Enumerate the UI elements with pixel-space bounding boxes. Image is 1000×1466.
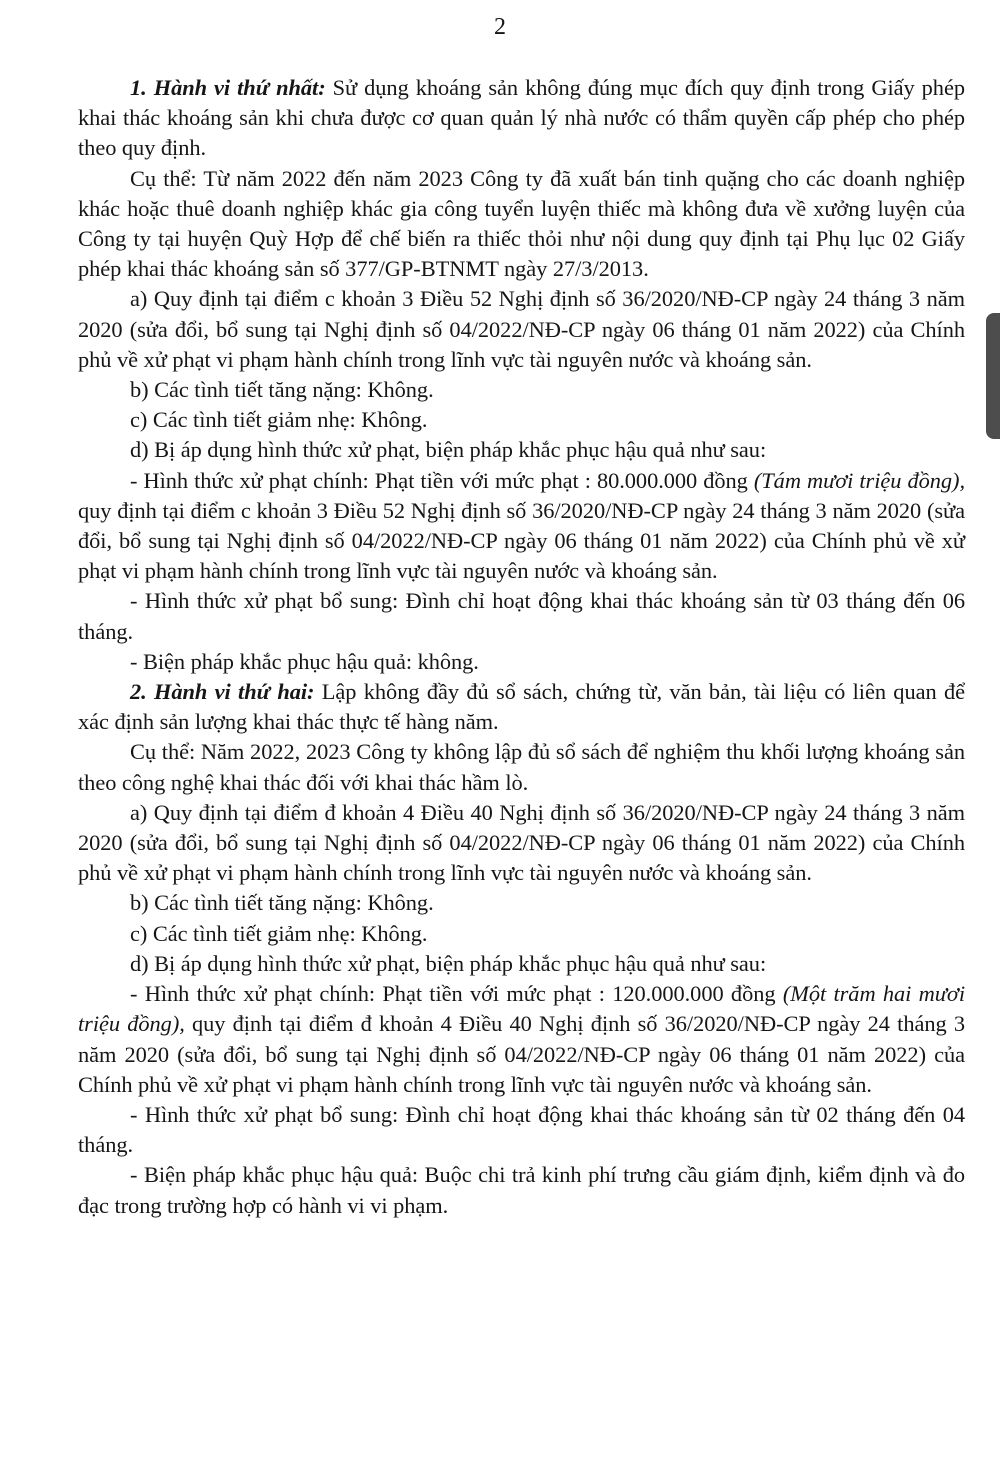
section2-penalty-extra: - Hình thức xử phạt bổ sung: Đình chỉ hoạt động khai thác khoáng sản từ 02 tháng đến 04 tháng.	[78, 1101, 965, 1158]
section1-penalty-main	[78, 466, 965, 587]
section2-detail: Cụ thể: Năm 2022, 2023 Công ty không lập đủ sổ sách để nghiệm thu khối lượng khoáng sản theo công nghệ khai thác đối với khai thác hầm lò.	[78, 739, 965, 795]
section1-penalty-main-suffix: quy định tại điểm c khoản 3 Điều 52 Nghị định số 36/2020/NĐ-CP ngày 24 tháng 3 năm 2020 (sửa đổi, bổ sung tại Nghị định số 04/2022/NĐ-CP ngày 06 tháng 01 năm 2022) của Chính phủ về xử phạt vi phạm hành chính trong lĩnh vực tài nguyên nước và khoáng sản.	[78, 497, 965, 584]
section2-heading: 2. Hành vi thứ hai:	[130, 679, 315, 705]
section2-penalty-main-suffix: quy định tại điểm đ khoản 4 Điều 40 Nghị định số 36/2020/NĐ-CP ngày 24 tháng 3 năm 2020 (sửa đổi, bổ sung tại Nghị định số 04/2022/NĐ-CP ngày 06 tháng 01 năm 2022) của Chính phủ về xử phạt vi phạm hành chính trong lĩnh vực tài nguyên nước và khoáng sản.	[78, 1011, 965, 1097]
section2-penalty-main-prefix: - Hình thức xử phạt chính: Phạt tiền với mức phạt : 120.000.000 đồng	[130, 981, 783, 1007]
section2-remedy: - Biện pháp khắc phục hậu quả: Buộc chi trả kinh phí trưng cầu giám định, kiểm định và đo đạc trong trường hợp có hành vi vi phạm.	[78, 1162, 965, 1218]
document-body	[78, 73, 965, 1221]
section2-item-d: d) Bị áp dụng hình thức xử phạt, biện pháp khắc phục hậu quả như sau:	[130, 950, 767, 976]
section2-penalty-main	[78, 979, 965, 1100]
section2-heading-text: Lập không đầy đủ sổ sách, chứng từ, văn bản, tài liệu có liên quan để xác định sản lượng khai thác thực tế hàng năm.	[78, 679, 965, 735]
section1-item-d: d) Bị áp dụng hình thức xử phạt, biện pháp khắc phục hậu quả như sau:	[130, 437, 767, 463]
section2-penalty-main-words: (Một trăm hai mươi triệu đồng),	[78, 981, 966, 1037]
section1-detail: Cụ thể: Từ năm 2022 đến năm 2023 Công ty đã xuất bán tinh quặng cho các doanh nghiệp khác hoặc thuê doanh nghiệp khác gia công tuyển luyện thiếc mà không đưa về xưởng luyện của Công ty tại huyện Quỳ Hợp để chế biến ra thiếc thỏi như nội dung quy định tại Phụ lục 02 Giấy phép khai thác khoáng sản số 377/GP-BTNMT ngày 27/3/2013.	[78, 165, 965, 282]
section1-penalty-extra: - Hình thức xử phạt bổ sung: Đình chỉ hoạt động khai thác khoáng sản từ 03 tháng đến 06 tháng.	[78, 588, 965, 644]
section2-item-c: c) Các tình tiết giảm nhẹ: Không.	[130, 920, 428, 946]
section1-item-c: c) Các tình tiết giảm nhẹ: Không.	[130, 407, 428, 433]
page-number: 2	[494, 14, 506, 40]
section2-heading-paragraph	[78, 677, 965, 737]
section2-item-a: a) Quy định tại điểm đ khoản 4 Điều 40 Nghị định số 36/2020/NĐ-CP ngày 24 tháng 3 năm 2020 (sửa đổi, bổ sung tại Nghị định số 04/2022/NĐ-CP ngày 06 tháng 01 năm 2022) của Chính phủ về xử phạt vi phạm hành chính trong lĩnh vực tài nguyên nước và khoáng sản.	[78, 799, 965, 886]
section1-heading-paragraph	[78, 73, 965, 164]
side-scroll-handle[interactable]	[986, 313, 1000, 439]
section2-item-b: b) Các tình tiết tăng nặng: Không.	[130, 890, 434, 916]
section1-item-a: a) Quy định tại điểm c khoản 3 Điều 52 Nghị định số 36/2020/NĐ-CP ngày 24 tháng 3 năm 2020 (sửa đổi, bổ sung tại Nghị định số 04/2022/NĐ-CP ngày 06 tháng 01 năm 2022) của Chính phủ về xử phạt vi phạm hành chính trong lĩnh vực tài nguyên nước và khoáng sản.	[78, 286, 965, 372]
section1-heading-text: Sử dụng khoáng sản không đúng mục đích quy định trong Giấy phép khai thác khoáng sản khi chưa được cơ quan quản lý nhà nước có thẩm quyền cấp phép cho phép theo quy định.	[78, 75, 965, 161]
section1-penalty-main-prefix: - Hình thức xử phạt chính: Phạt tiền với mức phạt : 80.000.000 đồng	[130, 467, 754, 493]
section1-remedy: - Biện pháp khắc phục hậu quả: không.	[130, 648, 479, 674]
section1-item-b: b) Các tình tiết tăng nặng: Không.	[130, 377, 434, 403]
section1-heading: 1. Hành vi thứ nhất:	[130, 75, 326, 100]
section1-penalty-main-words: (Tám mươi triệu đồng),	[753, 467, 965, 493]
